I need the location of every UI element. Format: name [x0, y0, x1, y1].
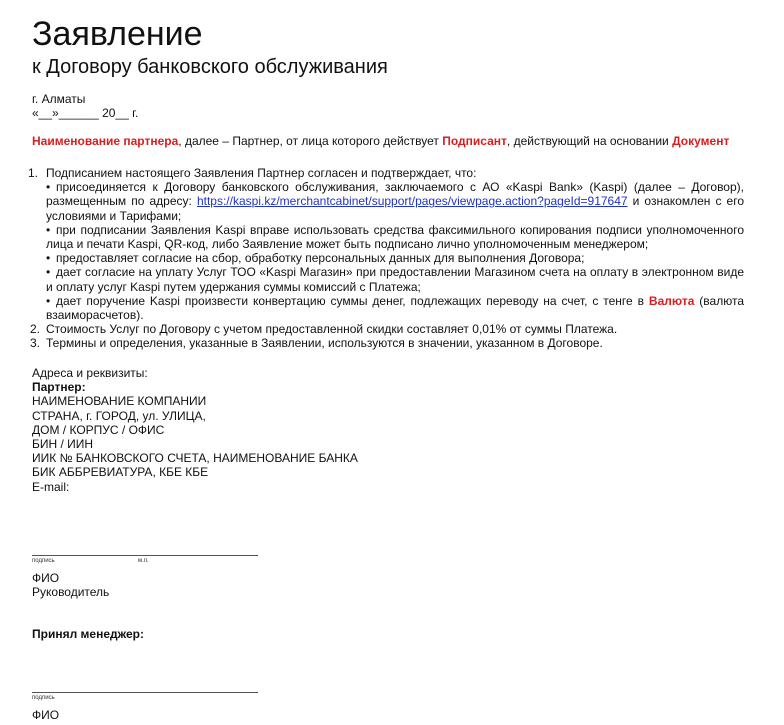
requisite-line: ИИК № БАНКОВСКОГО СЧЕТА, НАИМЕНОВАНИЕ БАНКА — [32, 451, 358, 466]
term-item-2 — [30, 322, 744, 336]
manager-signature-line — [32, 692, 258, 693]
requisite-line: E-mail: — [32, 479, 70, 494]
term-number: 2. — [30, 322, 41, 337]
manager-label: Принял менеджер: — [32, 627, 144, 641]
consent-bullets — [46, 180, 744, 322]
bullet-text: присоединяется к Договору банковского обслуживания, заключаемого с АО «Kaspi Bank» (Kaspi) (далее – Договор), размещенным по адресу: — [46, 180, 744, 209]
bullet-icon: • — [46, 251, 51, 266]
document-subtitle: к Договору банковского обслуживания — [32, 56, 388, 78]
manager-name: ФИО — [32, 708, 60, 722]
bullet-text-tail: и ознакомлен с его условиями и Тарифами; — [46, 194, 745, 223]
bullet-text-tail: (валюта взаиморасчетов). — [46, 293, 744, 323]
requisite-line: СТРАНА, г. ГОРОД, ул. УЛИЦА, — [32, 408, 206, 423]
term-intro: Подписанием настоящего Заявления Партнер согласен и подтверждает, что: — [46, 166, 477, 180]
preamble-text-1: , далее – Партнер, от лица которого действует — [178, 134, 443, 148]
bullet-item — [46, 294, 744, 322]
currency-placeholder: Валюта — [648, 293, 695, 308]
signer-role: Руководитель — [32, 585, 110, 599]
requisite-line: ДОМ / КОРПУС / ОФИС — [32, 422, 165, 437]
city-line: г. Алматы — [32, 92, 86, 106]
bullet-text: дает согласие на уплату Услуг ТОО «Kaspi Магазин» при предоставлении Магазином счета на оплату в электронном виде и оплату услуг Kaspi путем удержания суммы комиссий с Платежа; — [46, 265, 744, 294]
term-number: 3. — [30, 336, 41, 351]
bullet-text: предоставляет согласие на сбор, обработку персональных данных для выполнения Договора; — [56, 251, 585, 266]
bullet-text: дает поручение Kaspi произвести конвертацию суммы денег, подлежащих переводу на счет, с тенге в — [56, 293, 649, 308]
requisite-line: БИК АББРЕВИАТУРА, КБЕ КБЕ — [32, 465, 209, 480]
term-item-3 — [30, 336, 744, 350]
bullet-icon: • — [46, 265, 51, 280]
requisite-line: НАИМЕНОВАНИЕ КОМПАНИИ — [32, 394, 207, 409]
bullet-icon: • — [46, 293, 51, 308]
requisites-heading: Адреса и реквизиты: — [32, 366, 148, 380]
term-number: 1. — [28, 166, 39, 180]
requisite-line: БИН / ИИН — [32, 437, 94, 452]
preamble-text-2: , действующий на основании — [506, 134, 673, 148]
document-title: Заявление — [32, 15, 203, 53]
term-text: Стоимость Услуг по Договору с учетом предоставленной скидки составляет 0,01% от суммы Платежа. — [46, 322, 618, 337]
terms-list — [28, 166, 744, 351]
signature-caption: подпись — [32, 558, 55, 564]
term-text: Термины и определения, указанные в Заявлении, используются в значении, указанном в Договоре. — [46, 336, 603, 351]
contract-link[interactable]: https://kaspi.kz/merchantcabinet/support/pages/viewpage.action?pageId=917647 — [196, 194, 628, 209]
bullet-item — [46, 180, 744, 223]
bullet-icon: • — [46, 180, 51, 195]
term-item-1 — [28, 166, 744, 322]
signer-name: ФИО — [32, 571, 60, 585]
bullet-item — [46, 265, 744, 293]
manager-signature-caption: подпись — [32, 695, 55, 701]
stamp-caption: м.п. — [138, 558, 149, 564]
signatory-placeholder: Подписант — [442, 134, 507, 148]
bullet-item — [46, 251, 744, 265]
requisites-block — [32, 366, 358, 494]
date-line: «__»______ 20__ г. — [32, 106, 139, 120]
partner-label: Партнер: — [32, 380, 86, 395]
preamble — [32, 134, 752, 148]
signature-line — [32, 555, 258, 556]
document-placeholder: Документ — [672, 134, 730, 148]
bullet-text: при подписании Заявления Kaspi вправе использовать средства факсимильного копирования подписи уполномоченного лица и печати Kaspi, QR-код, либо Заявление может быть подписано лично уполномоченным менеджером; — [46, 222, 744, 252]
bullet-item — [46, 223, 744, 251]
bullet-icon: • — [46, 222, 51, 237]
partner-name-placeholder: Наименование партнера — [32, 134, 179, 148]
